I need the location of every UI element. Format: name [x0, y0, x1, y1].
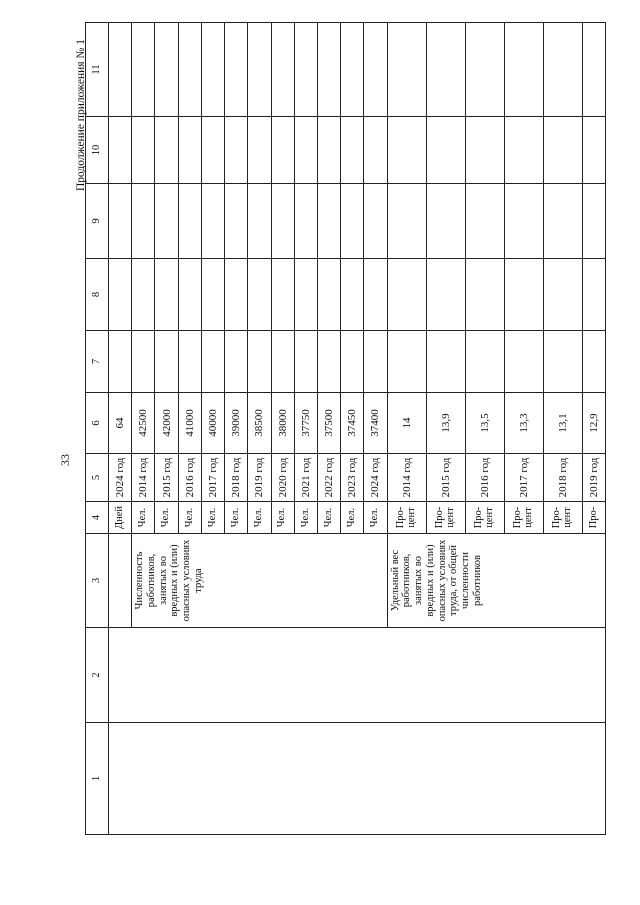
unit-cell: Чел.: [225, 502, 248, 534]
empty-cell: [387, 184, 426, 259]
header-cell: 8: [86, 259, 109, 331]
unit-cell: Чел.: [201, 502, 224, 534]
empty-cell: [582, 331, 605, 393]
empty-cell: [201, 184, 224, 259]
year-cell: 2020 год: [271, 454, 294, 502]
value-cell: 39000: [225, 393, 248, 454]
empty-cell: [248, 23, 271, 117]
empty-cell: [387, 259, 426, 331]
empty-cell: [132, 331, 155, 393]
empty-cell: [155, 23, 178, 117]
value-cell: 37450: [341, 393, 364, 454]
empty-cell: [271, 117, 294, 184]
empty-cell: [543, 184, 582, 259]
value-cell: 40000: [201, 393, 224, 454]
empty-cell: [132, 23, 155, 117]
unit-cell: Про-цент: [504, 502, 543, 534]
value-cell: 37750: [294, 393, 317, 454]
empty-cell: [317, 117, 340, 184]
year-cell: 2019 год: [248, 454, 271, 502]
empty-cell: [543, 259, 582, 331]
empty-cell: [364, 117, 387, 184]
empty-cell: [271, 259, 294, 331]
year-cell: 2019 год: [582, 454, 605, 502]
year-cell: 2021 год: [294, 454, 317, 502]
empty-cell: [465, 23, 504, 117]
empty-cell: [225, 184, 248, 259]
empty-cell: [465, 331, 504, 393]
empty-cell: [504, 259, 543, 331]
empty-cell: [294, 23, 317, 117]
empty-cell: [155, 259, 178, 331]
year-cell: 2024 год: [109, 454, 132, 502]
value-cell: 13,1: [543, 393, 582, 454]
empty-cell: [109, 184, 132, 259]
empty-cell: [109, 259, 132, 331]
empty-cell: [341, 23, 364, 117]
table-row: [109, 23, 132, 835]
unit-cell: Дней: [109, 502, 132, 534]
value-cell: 64: [109, 393, 132, 454]
empty-cell: [582, 259, 605, 331]
empty-cell: [155, 184, 178, 259]
value-cell: 38000: [271, 393, 294, 454]
empty-cell: [504, 117, 543, 184]
unit-cell: Про-: [582, 502, 605, 534]
unit-cell: Чел.: [317, 502, 340, 534]
empty-cell: [341, 184, 364, 259]
empty-cell: [132, 259, 155, 331]
header-cell: 6: [86, 393, 109, 454]
empty-cell: [178, 331, 201, 393]
empty-cell: [178, 117, 201, 184]
empty-cell: [201, 117, 224, 184]
empty-cell: [294, 331, 317, 393]
unit-cell: Про-цент: [426, 502, 465, 534]
empty-cell: [317, 331, 340, 393]
unit-cell: Чел.: [248, 502, 271, 534]
empty-cell: [225, 259, 248, 331]
year-cell: 2016 год: [178, 454, 201, 502]
value-cell: 13,3: [504, 393, 543, 454]
empty-cell: [341, 117, 364, 184]
unit-cell: Чел.: [364, 502, 387, 534]
empty-cell: [132, 117, 155, 184]
unit-cell: Про-цент: [465, 502, 504, 534]
empty-cell: [387, 331, 426, 393]
empty-cell: [341, 331, 364, 393]
empty-cell: [364, 23, 387, 117]
header-cell: 1: [86, 723, 109, 835]
indicator-name-cell: Удельный вес работников, занятых во вредных и (или) опасных условиях труда, от общей численности работников: [387, 534, 605, 628]
empty-cell: [132, 184, 155, 259]
empty-cell: [426, 23, 465, 117]
page-number: 33: [58, 454, 72, 466]
empty-cell: [364, 331, 387, 393]
empty-cell: [504, 23, 543, 117]
empty-cell: [248, 184, 271, 259]
header-cell: 10: [86, 117, 109, 184]
empty-cell: [582, 184, 605, 259]
year-cell: 2014 год: [132, 454, 155, 502]
empty-cell: [109, 23, 132, 117]
empty-cell: [387, 117, 426, 184]
value-cell: 37400: [364, 393, 387, 454]
empty-cell: [317, 23, 340, 117]
empty-cell: [225, 117, 248, 184]
indicator-table: [85, 22, 606, 835]
unit-cell: Чел.: [178, 502, 201, 534]
table-body: [86, 23, 606, 835]
year-cell: 2023 год: [341, 454, 364, 502]
unit-cell: Чел.: [155, 502, 178, 534]
empty-cell: [248, 117, 271, 184]
value-cell: 13,5: [465, 393, 504, 454]
unit-cell: Чел.: [341, 502, 364, 534]
header-cell: 11: [86, 23, 109, 117]
empty-cell: [504, 184, 543, 259]
header-cell: 5: [86, 454, 109, 502]
empty-cell: [294, 259, 317, 331]
value-cell: 13,9: [426, 393, 465, 454]
empty-cell: [271, 184, 294, 259]
header-cell: 9: [86, 184, 109, 259]
empty-cell: [248, 259, 271, 331]
empty-cell: [317, 184, 340, 259]
continuation-caption: Продолжение приложения № 1: [75, 38, 87, 192]
unit-cell: Чел.: [294, 502, 317, 534]
empty-cell: [387, 23, 426, 117]
header-cell: 3: [86, 534, 109, 628]
year-cell: 2024 год: [364, 454, 387, 502]
value-cell: 12,9: [582, 393, 605, 454]
empty-cell: [109, 117, 132, 184]
empty-cell: [426, 331, 465, 393]
empty-cell: [426, 184, 465, 259]
empty-cell: [225, 23, 248, 117]
year-cell: 2017 год: [201, 454, 224, 502]
empty-cell: [341, 259, 364, 331]
empty-cell: [465, 117, 504, 184]
empty-cell: [317, 259, 340, 331]
year-cell: 2015 год: [155, 454, 178, 502]
empty-cell: [178, 184, 201, 259]
empty-cell: [582, 117, 605, 184]
empty-cell: [155, 117, 178, 184]
indicator-name-cell: Численность работников, занятых во вредных и (или) опасных условиях труда: [132, 534, 387, 628]
col1-cell: [109, 723, 606, 835]
value-cell: 41000: [178, 393, 201, 454]
empty-cell: [364, 259, 387, 331]
empty-cell: [504, 331, 543, 393]
header-cell: 4: [86, 502, 109, 534]
year-cell: 2022 год: [317, 454, 340, 502]
empty-cell: [426, 117, 465, 184]
empty-cell: [294, 184, 317, 259]
rotated-table-wrapper: [85, 23, 606, 835]
empty-cell: [178, 23, 201, 117]
empty-cell: [109, 331, 132, 393]
empty-cell: [582, 23, 605, 117]
year-cell: 2016 год: [465, 454, 504, 502]
unit-cell: Чел.: [271, 502, 294, 534]
unit-cell: Про-цент: [543, 502, 582, 534]
empty-cell: [543, 23, 582, 117]
year-cell: 2014 год: [387, 454, 426, 502]
empty-cell: [248, 331, 271, 393]
empty-cell: [364, 184, 387, 259]
empty-cell: [225, 331, 248, 393]
value-cell: 37500: [317, 393, 340, 454]
empty-cell: [201, 331, 224, 393]
year-cell: 2018 год: [543, 454, 582, 502]
unit-cell: Чел.: [132, 502, 155, 534]
empty-cell: [201, 259, 224, 331]
empty-cell: [426, 259, 465, 331]
header-cell: 7: [86, 331, 109, 393]
empty-cell: [271, 331, 294, 393]
col3-cell: [109, 534, 132, 628]
empty-cell: [178, 259, 201, 331]
empty-cell: [543, 331, 582, 393]
empty-cell: [543, 117, 582, 184]
value-cell: 38500: [248, 393, 271, 454]
empty-cell: [465, 259, 504, 331]
empty-cell: [271, 23, 294, 117]
header-row: [86, 23, 109, 835]
value-cell: 14: [387, 393, 426, 454]
year-cell: 2017 год: [504, 454, 543, 502]
empty-cell: [201, 23, 224, 117]
year-cell: 2015 год: [426, 454, 465, 502]
value-cell: 42000: [155, 393, 178, 454]
year-cell: 2018 год: [225, 454, 248, 502]
col2-cell: [109, 628, 606, 723]
unit-cell: Про-цент: [387, 502, 426, 534]
empty-cell: [294, 117, 317, 184]
header-cell: 2: [86, 628, 109, 723]
empty-cell: [465, 184, 504, 259]
empty-cell: [155, 331, 178, 393]
value-cell: 42500: [132, 393, 155, 454]
